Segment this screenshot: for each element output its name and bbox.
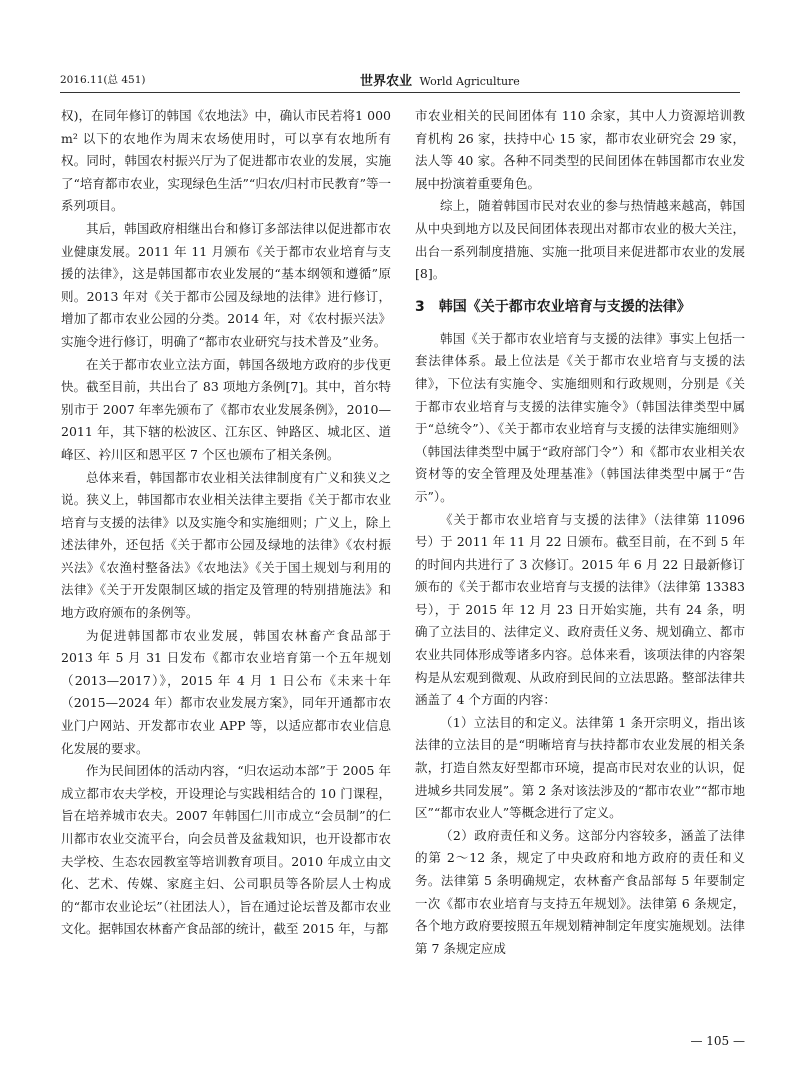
paragraph: 综上，随着韩国市民对农业的参与热情越来越高，韩国从中央到地方以及民间团体表现出对都市农业的极大关注，出台一系列制度措施、实施一批项目来促进都市农业的发展[8]。 [415, 198, 745, 282]
section-heading: 3 韩国《关于都市农业培育与支援的法律》 [415, 298, 691, 315]
paragraph: 总体来看，韩国都市农业相关法律制度有广义和狭义之说。狭义上，韩国都市农业相关法律主要指《关于都市农业培育与支援的法律》以及实施令和实施细则；广义上，除上述法律外，还包括《关于都市公园及绿地的法律》《农村振兴法》《农渔村整备法》《农地法》《关于国土规划与利用的法律》《关于开发限制区域的指定及管理的特别措施法》和地方政府颁布的条例等。 [61, 469, 391, 621]
right-column [415, 105, 745, 960]
paragraph: 《关于都市农业培育与支援的法律》（法律第 11096 号）于 2011 年 11 月 22 日颁布。截至目前，在不到 5 年的时间内共进行了 3 次修订。2015 年 6 月 22 日最新修订颁布的《关于都市农业培育与支援的法律》（法律第 13383 号），于 2015 年 12 月 23 日开始实施，共有 24 条，明确了立法目的、法律定义、政府责任义务、规划确立、都市农业共同体形成等诸多内容。总体来看，该项法律的内容架构是从宏观到微观、从政府到民间的立法思路。整部法律共涵盖了 4 个方面的内容： [415, 511, 745, 708]
journal-title [360, 70, 520, 89]
paragraph: （2）政府责任和义务。这部分内容较多，涵盖了法律的第 2～12 条，规定了中央政府和地方政府的责任和义务。法律第 5 条明确规定，农林畜产食品部每 5 年要制定一次《都市农业培育与支持五年规划》。法律第 6 条规定，各个地方政府要按照五年规划精神制定年度实施规划。法律第 7 条规定应成 [415, 827, 745, 956]
issue-label: 2016.11(总 451) [60, 74, 146, 86]
paragraph: 权)，在同年修订的韩国《农地法》中，确认市民若将1 000 m² 以下的农地作为周末农场使用时，可以享有农地所有权。同时，韩国农村振兴厅为了促进都市农业的发展，实施了“培育都市农业，实现绿色生活”“归农/归村市民教育”等一系列项目。 [61, 108, 391, 214]
paragraph: 其后，韩国政府相继出台和修订多部法律以促进都市农业健康发展。2011 年 11 月颁布《关于都市农业培育与支援的法律》，这是韩国都市农业发展的“基本纲领和遵循”原则。2013 年对《关于都市公园及绿地的法律》进行修订，增加了都市农业公园的分类。2014 年，对《农村振兴法》实施令进行修订，明确了“都市农业研究与技术普及”业务。 [61, 220, 391, 349]
paragraph: 为促进韩国都市农业发展，韩国农林畜产食品部于 2013 年 5 月 31 日发布《都市农业培育第一个五年规划（2013—2017）》，2015 年 4 月 1 日公布《未来十年（2015—2024 年）都市农业发展方案》，同年开通都市农业门户网站、开发都市农业 APP 等，以适应都市农业信息化发展的要求。 [61, 627, 391, 756]
running-header [60, 72, 740, 92]
paragraph: 作为民间团体的活动内容，“归农运动本部”于 2005 年成立都市农夫学校，开设理论与实践相结合的 10 门课程，旨在培养城市农夫。2007 年韩国仁川市成立“会员制”的仁川都市农业交流平台，向会员普及盆栽知识，也开设都市农夫学校、生态农园教室等培训教育项目。2010 年成立由文化、艺术、传媒、家庭主妇、公司职员等各阶层人士构成的“都市农业论坛”（社团法人），旨在通过论坛普及都市农业文化。据韩国农林畜产食品部的统计，截至 2015 年，与都 [61, 763, 391, 937]
left-column [61, 105, 391, 941]
paragraph: 韩国《关于都市农业培育与支援的法律》事实上包括一套法律体系。最上位法是《关于都市农业培育与支援的法律》，下位法有实施令、实施细则和行政规则，分别是《关于都市农业培育与支援的法律实施令》（韩国法律类型中属于“总统令”）、《关于都市农业培育与支援的法律实施细则》（韩国法律类型中属于“政府部门令”）和《都市农业相关农资材等的安全管理及处理基准》（韩国法律类型中属于“告示”）。 [415, 330, 745, 504]
paragraph: 市农业相关的民间团体有 110 余家，其中人力资源培训教育机构 26 家，扶持中心 15 家，都市农业研究会 29 家，法人等 40 家。各种不同类型的民间团体在韩国都市农业发展中扮演着重要角色。 [415, 108, 745, 191]
paragraph: 在关于都市农业立法方面，韩国各级地方政府的步伐更快。截至目前，共出台了 83 项地方条例[7]。其中，首尔特别市于 2007 年率先颁布了《都市农业发展条例》，2010—2011 年，其下辖的松波区、江东区、钟路区、城北区、道峰区、衿川区和恩平区 7 个区也颁布了相关条例。 [61, 356, 391, 462]
page-number: — 105 — [690, 1034, 745, 1048]
header-rule [60, 92, 740, 93]
paragraph: （1）立法目的和定义。法律第 1 条开宗明义，指出该法律的立法目的是“明晰培育与扶持都市农业发展的相关条款，打造自然友好型都市环境，提高市民对农业的认识，促进城乡共同发展”。第 2 条对该法涉及的“都市农业”“都市地区”“都市农业人”等概念进行了定义。 [415, 714, 745, 821]
journal-brand: 世界农业 [360, 74, 413, 89]
journal-english-name: World Agriculture [419, 75, 520, 88]
